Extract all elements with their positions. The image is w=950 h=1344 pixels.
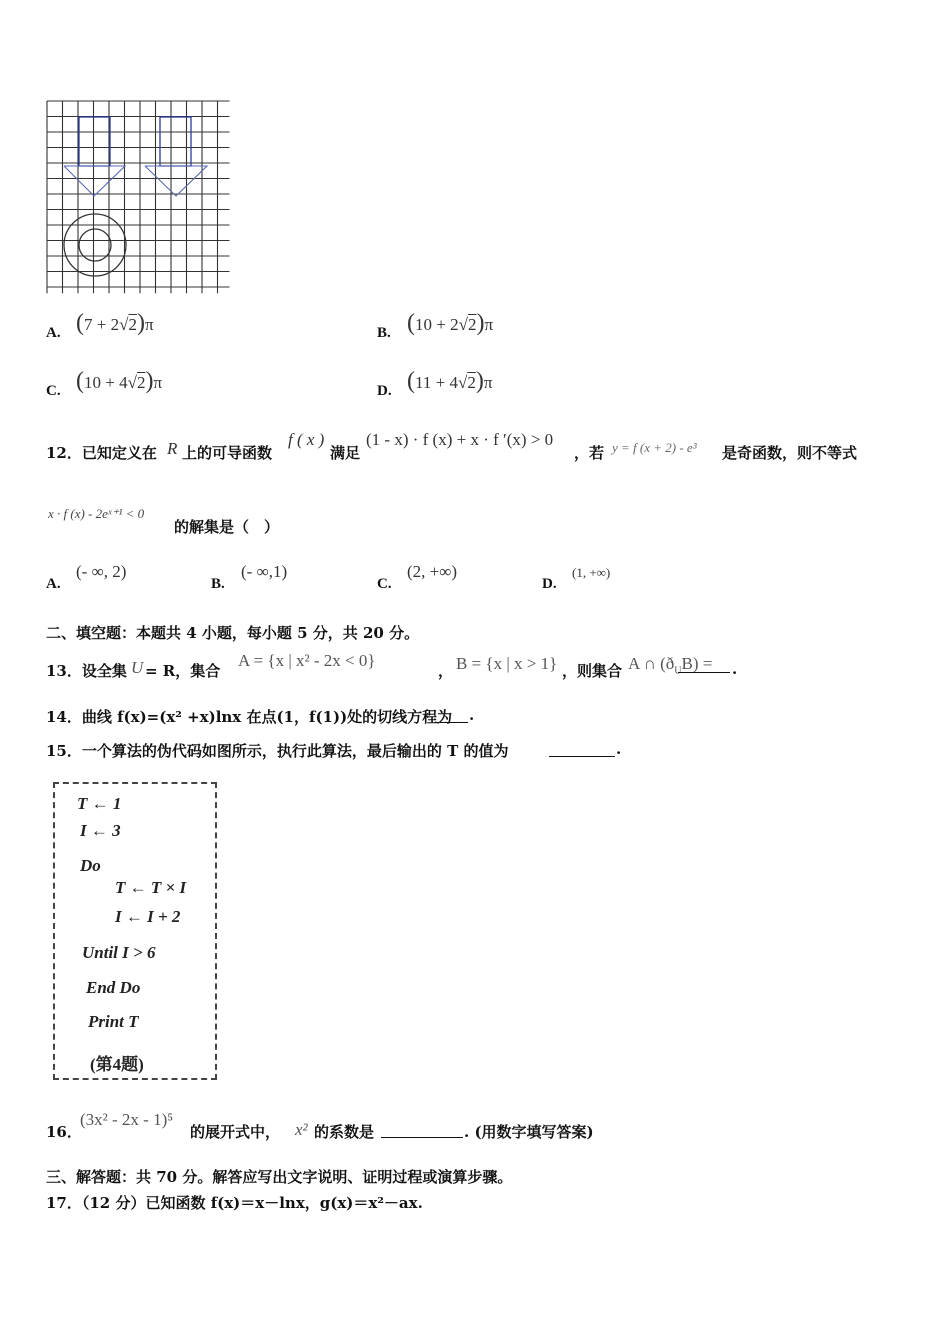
code-line-2: I ← 3 <box>80 821 121 840</box>
outer-circle <box>64 214 126 276</box>
code-line-8: Print T <box>88 1012 139 1031</box>
q11-option-a-expr: (7 + 2√2)π <box>76 310 154 336</box>
right-triangle <box>145 166 207 196</box>
q17: 17．（12 分）已知函数 f(x)＝x－lnx，g(x)＝x²－ax. <box>46 1194 423 1212</box>
q14-answer-blank[interactable] <box>436 708 468 723</box>
code-line-1: T ← 1 <box>77 794 122 813</box>
three-view-figure <box>44 98 232 304</box>
code-line-4: T ← T × I <box>115 878 187 897</box>
q13-answer-blank[interactable] <box>678 658 730 673</box>
q13: 13．设全集 U = R，集合 A = {x | x² - 2x < 0} ， B = {x | x > 1} ，则集合 A ∩ $(ð_UB)$ = . <box>46 651 738 680</box>
code-line-7: End Do <box>86 978 141 997</box>
q15: 15．一个算法的伪代码如图所示，执行此算法，最后输出的 T 的值为 . <box>46 740 622 760</box>
section-fill-in-heading: 二、填空题：本题共 4 小题，每小题 5 分，共 20 分。 <box>46 624 420 642</box>
left-triangle <box>64 166 125 196</box>
pseudocode-box <box>53 782 217 1080</box>
q11-option-b-expr: (10 + 2√2)π <box>407 310 494 336</box>
code-caption: (第4题) <box>90 1055 144 1074</box>
code-line-6: Until I > 6 <box>82 943 156 962</box>
code-line-5: I ← I + 2 <box>115 907 181 926</box>
q12-stem-line1: 12．已知定义在 R 上的可导函数 f ( x ) 满足 (1 - x) · f (x) + x · f ′(x) > 0 ，若 y = f (x + 2) - e³ 是奇函数，则不等式 <box>46 430 858 462</box>
q11-option-d-expr: (11 + 4√2)π <box>407 368 493 394</box>
q16: 16． (3x² - 2x - 1)⁵ 的展开式中， x² 的系数是 . (用数字填写答案) <box>46 1110 594 1141</box>
q14: 14．曲线 f(x)=(x² +x)lnx 在点(1，f(1))处的切线方程为 . <box>46 706 475 726</box>
section-answer-heading: 三、解答题：共 70 分。解答应写出文字说明、证明过程或演算步骤。 <box>46 1168 513 1186</box>
left-rectangle <box>79 117 110 166</box>
q11-option-c-expr: (10 + 4√2)π <box>76 368 163 394</box>
code-line-3: Do <box>80 856 101 875</box>
q16-answer-blank[interactable] <box>381 1123 463 1138</box>
q12-stem-line2: x · f (x) - 2eˣ⁺¹ < 0 的解集是（ ） <box>48 506 280 536</box>
grid-figure-svg <box>44 98 232 300</box>
q15-answer-blank[interactable] <box>549 742 615 757</box>
